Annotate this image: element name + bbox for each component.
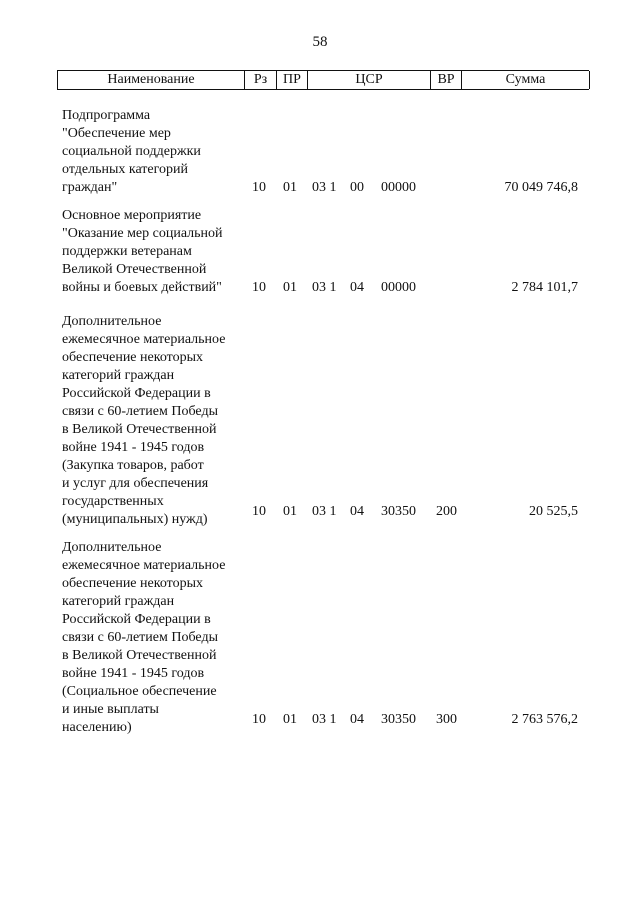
row-name: Дополнительное ежемесячное материальное обеспечение некоторых категорий граждан Российской Федерации в связи с 60-летием Победы в Великой Отечественной войне 1941 - 1945 годов (Закупка товаров, работ и услуг для обеспечения государственных (муниципальных) нужд) <box>62 314 226 527</box>
row-sum: 2 784 101,7 <box>511 280 578 295</box>
table-row <box>0 207 640 297</box>
row-rz: 10 <box>252 504 266 519</box>
row-pr: 01 <box>283 280 297 295</box>
table-row <box>0 539 640 737</box>
header-csr: ЦСР <box>307 71 430 89</box>
row-vr: 200 <box>436 504 457 519</box>
row-pr: 01 <box>283 504 297 519</box>
table-row <box>0 107 640 197</box>
row-csr-program: 03 1 <box>312 180 337 195</box>
row-csr-program: 03 1 <box>312 504 337 519</box>
row-csr-event: 00 <box>350 180 364 195</box>
row-rz: 10 <box>252 712 266 727</box>
row-pr: 01 <box>283 712 297 727</box>
row-csr-direction: 00000 <box>381 180 416 195</box>
row-sum: 70 049 746,8 <box>504 180 578 195</box>
row-csr-program: 03 1 <box>312 280 337 295</box>
row-vr: 300 <box>436 712 457 727</box>
row-sum: 2 763 576,2 <box>511 712 578 727</box>
page-number: 58 <box>312 34 328 50</box>
header-rz: Рз <box>244 71 276 89</box>
row-csr-event: 04 <box>350 280 364 295</box>
row-pr: 01 <box>283 180 297 195</box>
header-pr: ПР <box>276 71 307 89</box>
row-csr-direction: 30350 <box>381 712 416 727</box>
table-header <box>57 70 589 90</box>
row-csr-program: 03 1 <box>312 712 337 727</box>
header-name: Наименование <box>57 71 244 89</box>
row-csr-direction: 30350 <box>381 504 416 519</box>
row-rz: 10 <box>252 180 266 195</box>
row-csr-direction: 00000 <box>381 280 416 295</box>
row-csr-event: 04 <box>350 504 364 519</box>
row-name: Подпрограмма "Обеспечение мер социальной поддержки отдельных категорий граждан" <box>62 108 201 195</box>
row-rz: 10 <box>252 280 266 295</box>
header-vr: ВР <box>430 71 461 89</box>
row-name: Основное мероприятие "Оказание мер социальной поддержки ветеранам Великой Отечественной войны и боевых действий" <box>62 208 223 295</box>
header-sum: Сумма <box>461 71 590 89</box>
table-row <box>0 313 640 529</box>
row-csr-event: 04 <box>350 712 364 727</box>
row-name: Дополнительное ежемесячное материальное обеспечение некоторых категорий граждан Российской Федерации в связи с 60-летием Победы в Великой Отечественной войне 1941 - 1945 годов (Социальное обеспечение и иные выплаты населению) <box>62 540 226 735</box>
row-sum: 20 525,5 <box>529 504 578 519</box>
